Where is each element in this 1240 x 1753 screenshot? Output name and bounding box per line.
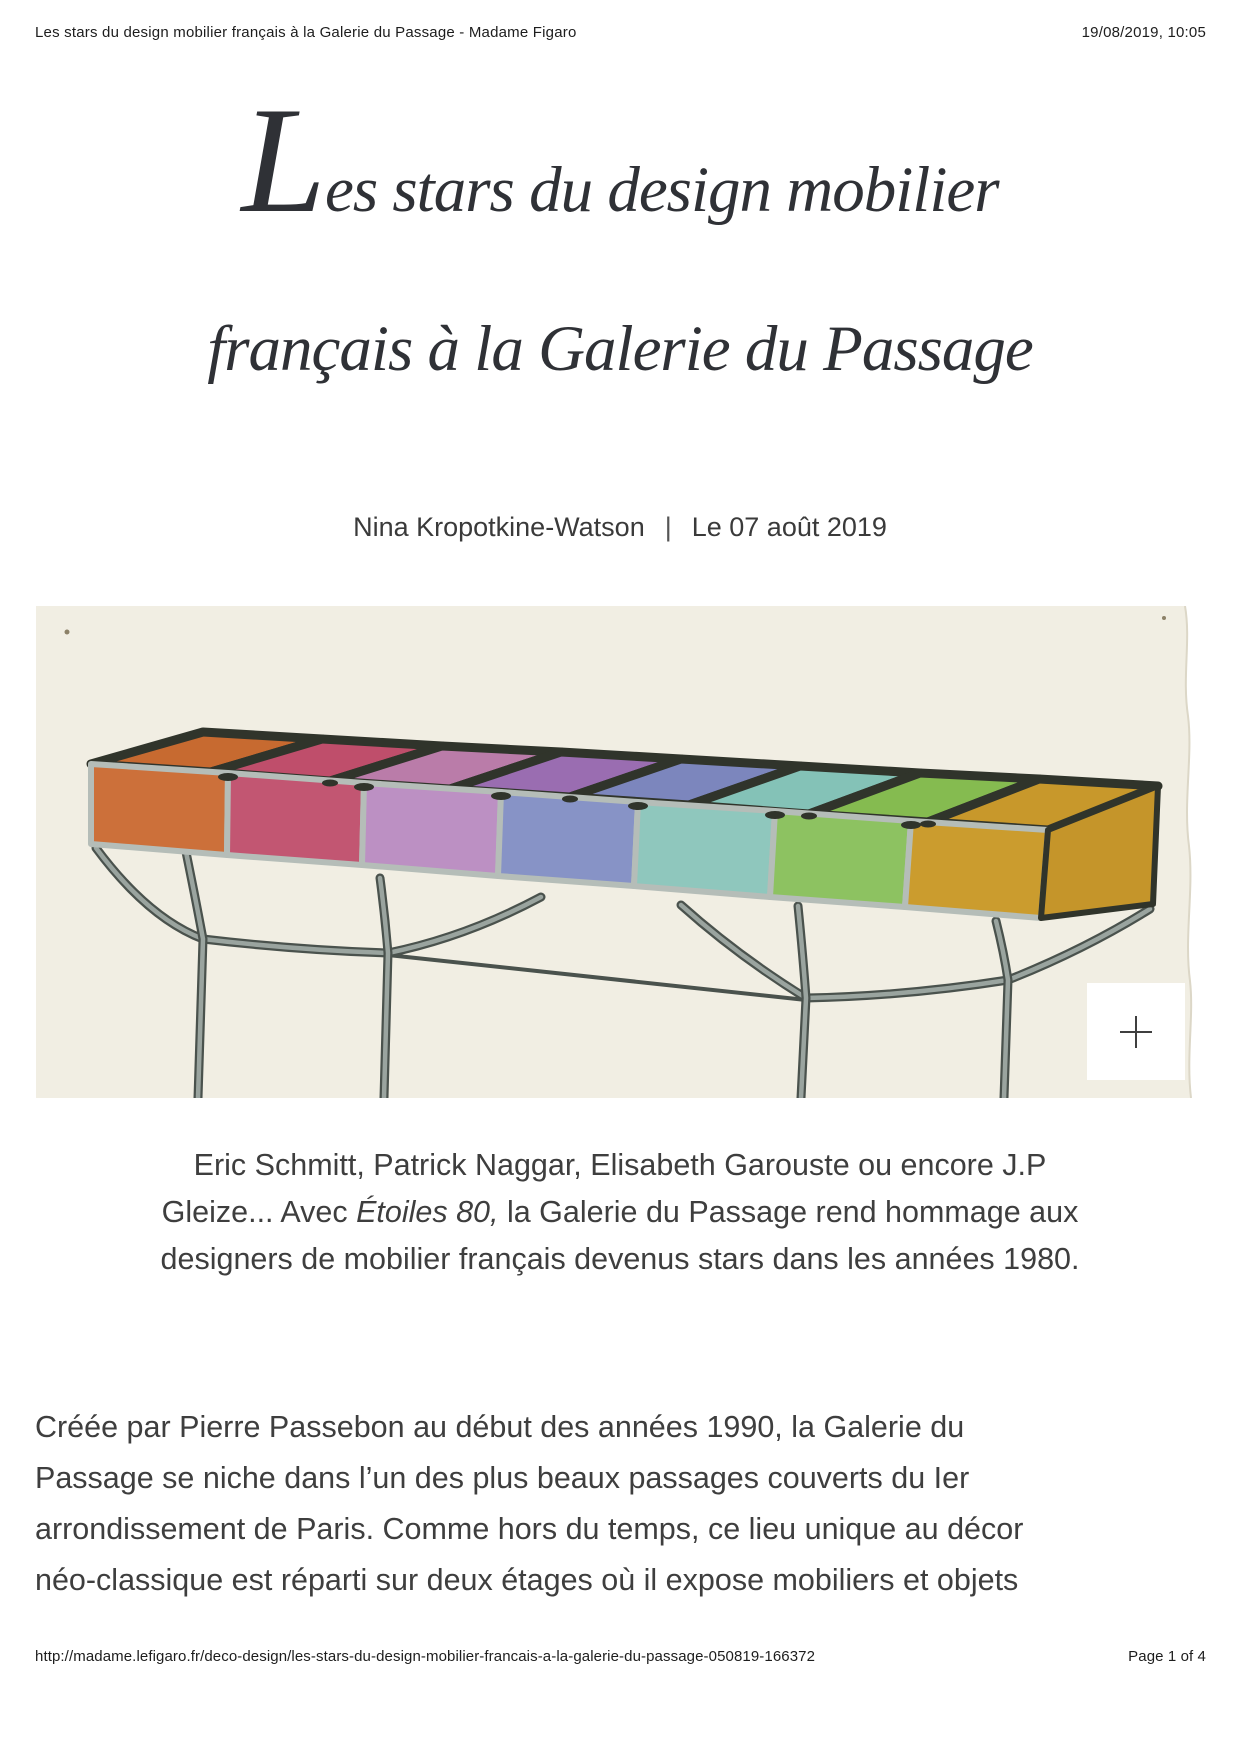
print-footer [35, 1648, 1206, 1665]
lead-line [48, 1189, 1192, 1236]
print-header [35, 24, 1206, 41]
byline [0, 512, 1240, 543]
footer-url: http://madame.lefigaro.fr/deco-design/les-stars-du-design-mobilier-francais-a-la-galerie-du-passage-050819-166372 [35, 1648, 816, 1665]
latch-detail [628, 802, 648, 810]
front-panel-6 [770, 811, 911, 907]
lead-line2-italic: Étoiles 80, [356, 1195, 499, 1229]
body-line: arrondissement de Paris. Comme hors du temps, ce lieu unique au décor [35, 1512, 1024, 1546]
title-dropcap: L [241, 76, 325, 244]
byline-date: Le 07 août 2019 [691, 512, 887, 542]
latch-detail [491, 792, 511, 800]
header-page-title: Les stars du design mobilier français à la Galerie du Passage - Madame Figaro [35, 24, 577, 41]
body-paragraph [35, 1402, 1195, 1606]
title-line2-text: français à la Galerie du Passage [207, 313, 1033, 385]
front-panel-3 [362, 783, 501, 876]
zoom-plus-icon [1120, 1016, 1152, 1048]
image-zoom-button[interactable] [1087, 983, 1185, 1080]
lead-line2-post: la Galerie du Passage rend hommage aux [498, 1195, 1079, 1229]
paper-speck [1162, 616, 1166, 620]
title-line1-text: es stars du design mobilier [324, 154, 999, 226]
article-title [0, 76, 1240, 385]
front-panel-2 [227, 773, 364, 865]
paper-speck [65, 630, 70, 635]
lead-line2-pre: Gleize... Avec [161, 1195, 357, 1229]
byline-separator: | [664, 512, 672, 542]
lead-line: Eric Schmitt, Patrick Naggar, Elisabeth Garouste ou encore J.P [193, 1148, 1047, 1182]
latch-detail [562, 796, 578, 803]
latch-detail [920, 821, 936, 828]
front-panel-7 [905, 821, 1048, 918]
article-figure [36, 606, 1204, 1098]
body-line: néo-classique est réparti sur deux étages où il expose mobiliers et objets [35, 1563, 1019, 1597]
latch-detail [322, 780, 338, 787]
byline-author: Nina Kropotkine-Watson [353, 512, 645, 542]
body-line: Passage se niche dans l’un des plus beaux passages couverts du Ier [35, 1461, 970, 1495]
lead-line: designers de mobilier français devenus stars dans les années 1980. [160, 1242, 1080, 1276]
latch-detail [354, 783, 374, 791]
latch-detail [901, 821, 921, 829]
body-line: Créée par Pierre Passebon au début des années 1990, la Galerie du [35, 1410, 965, 1444]
console-illustration [36, 606, 1204, 1098]
front-panel-4 [498, 792, 638, 886]
latch-detail [801, 813, 817, 820]
footer-page-number: Page 1 of 4 [1128, 1648, 1206, 1665]
front-panel-1 [91, 764, 228, 855]
header-datetime: 19/08/2019, 10:05 [1081, 24, 1206, 41]
latch-detail [218, 773, 238, 781]
latch-detail [765, 811, 785, 819]
front-panel-5 [634, 802, 775, 897]
title-line1 [0, 76, 1240, 244]
lead-paragraph [48, 1142, 1192, 1283]
